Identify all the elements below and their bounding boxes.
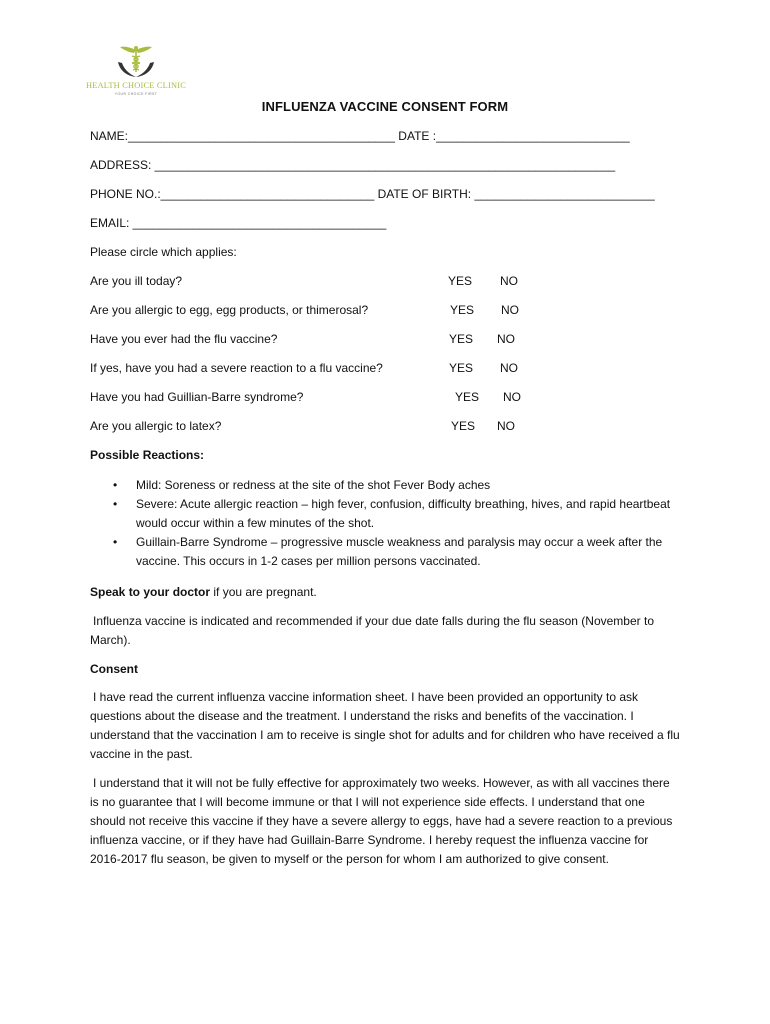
bullet-icon: •	[113, 478, 118, 492]
consent-paragraph-2: I understand that it will not be fully effective for approximately two weeks. However, as with all vaccines there is no guarantee that I will become immune or that I will not experience side effects. I understand that one should not receive this vaccine if they have a severe allergy to eggs, have had a severe reaction to a previous influenza vaccine, or if they have had Guillain-Barre Syndrome. I hereby request the influenza vaccine for 2016-2017 flu season, be given to myself or the person for whom I am authorized to give consent.	[90, 776, 673, 866]
question-text: Have you had Guillian-Barre syndrome?	[90, 390, 304, 404]
name-date-field-line: NAME:________________________________________ DATE :_____________________________	[90, 129, 630, 143]
reaction-text: Severe: Acute allergic reaction – high fever, confusion, difficulty breathing, hives, and rapid heartbeat would occur within a few minutes of the shot.	[136, 497, 671, 530]
pregnancy-note-rest: if you are pregnant.	[210, 585, 317, 599]
list-item	[90, 495, 680, 533]
consent-paragraph-1: I have read the current influenza vaccine information sheet. I have been provided an opportunity to ask questions about the disease and the treatment. I understand the risks and benefits of the vaccination. I understand that the vaccination I am to receive is single shot for adults and for children who have received a flu vaccine in the past.	[90, 690, 680, 761]
question-yes: YES	[450, 303, 475, 317]
clinic-tagline: YOUR CHOICE FIRST	[114, 92, 158, 96]
question-text: Are you allergic to latex?	[90, 419, 222, 433]
question-yes: YES	[449, 361, 474, 375]
question-yes: YES	[449, 332, 474, 346]
form-title: INFLUENZA VACCINE CONSENT FORM	[261, 99, 509, 114]
reactions-heading: Possible Reactions:	[90, 448, 205, 462]
list-item	[90, 533, 680, 571]
bullet-icon: •	[113, 535, 118, 549]
question-no: NO	[503, 390, 521, 404]
question-text: Have you ever had the flu vaccine?	[90, 332, 278, 346]
reaction-text: Mild: Soreness or redness at the site of the shot Fever Body aches	[136, 478, 491, 492]
question-no: NO	[501, 303, 519, 317]
list-item	[90, 476, 680, 495]
clinic-name: HEALTH CHOICE CLINIC	[86, 81, 186, 90]
question-no: NO	[497, 332, 515, 346]
bullet-icon: •	[113, 497, 118, 511]
question-text: Are you ill today?	[90, 274, 183, 288]
pregnancy-note	[90, 583, 680, 602]
vaccine-note: Influenza vaccine is indicated and recommended if your due date falls during the flu season (November to March).	[90, 614, 654, 647]
question-no: NO	[500, 274, 518, 288]
question-text: If yes, have you had a severe reaction to a flu vaccine?	[90, 361, 383, 375]
question-yes: YES	[451, 419, 476, 433]
reaction-text: Guillain-Barre Syndrome – progressive muscle weakness and paralysis may occur a week after the vaccine. This occurs in 1-2 cases per million persons vaccinated.	[136, 535, 663, 568]
question-yes: YES	[455, 390, 480, 404]
question-no: NO	[500, 361, 518, 375]
address-field-line: ADDRESS: _____________________________________________________________________	[90, 158, 616, 172]
reactions-list	[90, 476, 680, 571]
phone-dob-field-line: PHONE NO.:________________________________ DATE OF BIRTH: ___________________________	[90, 187, 655, 201]
question-text: Are you allergic to egg, egg products, or thimerosal?	[90, 303, 369, 317]
email-field-line: EMAIL: ______________________________________	[90, 216, 387, 230]
clinic-logo	[86, 44, 186, 102]
consent-heading: Consent	[90, 662, 138, 676]
pregnancy-note-bold: Speak to your doctor	[90, 585, 211, 599]
question-yes: YES	[448, 274, 473, 288]
question-no: NO	[497, 419, 515, 433]
caduceus-hands-icon	[115, 44, 157, 80]
circle-instruction: Please circle which applies:	[90, 245, 237, 259]
